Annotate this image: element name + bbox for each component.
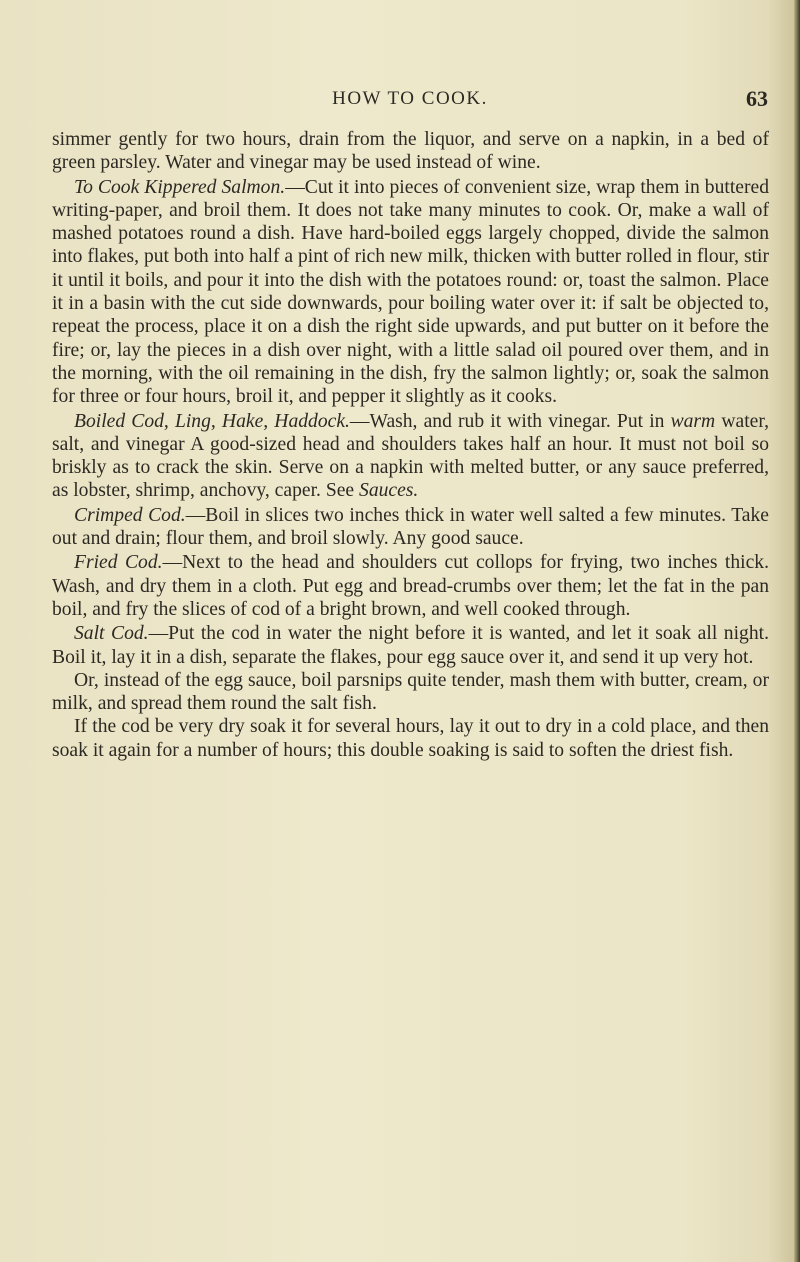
cross-reference: Sauces. — [359, 480, 419, 502]
paragraph-dry-cod — [52, 715, 769, 762]
paragraph-fried-cod — [52, 551, 769, 621]
page-edge-shadow — [794, 0, 800, 1262]
paragraph-continuation — [52, 128, 769, 175]
paragraph-text: —Cut it into pieces of convenient size, wrap them in buttered writing-paper, and broil them. It does not take many minutes to cook. Or, make a wall of mashed potatoes round a dish. Have hard-boiled eggs largely chopped, divide the salmon into flakes, put both into half a pint of rich new milk, thicken with butter rolled in flour, stir it until it boils, and pour it into the dish with the potatoes round: or, toast the salmon. Place it in a basin with the cut side downwards, pour boiling water over it: if salt be objected to, repeat the process, place it on a dish the right side upwards, and put butter on it before the fire; or, lay the pieces in a dish over night, with a little salad oil poured over them, and in the morning, with the oil remaining in the dish, fry the salmon lightly; or, soak the salmon for three or four hours, broil it, and pepper it slightly as it cooks. — [52, 176, 770, 408]
paragraph-crimped-cod — [52, 504, 769, 551]
page-header — [52, 88, 768, 118]
paragraph-text: Or, instead of the egg sauce, boil parsnips quite tender, mash them with butter, cream, or milk, and spread them round the salt fish. — [52, 669, 769, 715]
paragraph-text: —Wash, and rub it with vinegar. Put in — [349, 410, 671, 432]
paragraph-text: —Put the cod in water the night before it is wanted, and let it soak all night. Boil it, lay it in a dish, separate the flakes, pour egg sauce over it, and send it up very hot. — [52, 623, 769, 668]
paragraph-kippered-salmon — [52, 176, 769, 409]
paragraph-text: water, salt, and vinegar A good-sized head and shoulders takes half an hour. It must not boil so briskly as to crack the skin. Serve on a napkin with melted butter, or any sauce preferred, as lobster, shrimp, anchovy, caper. See — [52, 410, 769, 502]
paragraph-salt-cod-alternative — [52, 669, 769, 716]
running-title: HOW TO COOK. — [332, 88, 488, 109]
recipe-heading: Boiled Cod, Ling, Hake, Haddock. — [74, 410, 350, 432]
paragraph-text: If the cod be very dry soak it for several hours, lay it out to dry in a cold place, and then soak it again for a number of hours; this double soaking is said to soften the driest fish. — [52, 716, 769, 761]
page-number: 63 — [746, 86, 768, 111]
recipe-heading: Fried Cod. — [74, 552, 163, 574]
emphasis-text: warm — [670, 410, 716, 432]
paragraph-text: —Boil in slices two inches thick in water well salted a few minutes. Take out and drain; flour them, and broil slowly. Any good sauce. — [52, 504, 770, 550]
recipe-heading: Crimped Cod. — [74, 504, 186, 526]
recipe-heading: Salt Cod. — [74, 623, 149, 645]
page-body — [52, 128, 769, 762]
paragraph-text: simmer gently for two hours, drain from the liquor, and serve on a napkin, in a bed of green parsley. Water and vinegar may be used instead of wine. — [52, 129, 769, 174]
recipe-heading: To Cook Kippered Salmon. — [74, 176, 286, 198]
paragraph-text: —Next to the head and shoulders cut collops for frying, two inches thick. Wash, and dry them in a cloth. Put egg and bread-crumbs over them; let the fat in the pan boil, and fry the slices of cod of a bright brown, and well cooked through. — [52, 552, 769, 620]
paragraph-salt-cod — [52, 622, 769, 669]
paragraph-boiled-cod — [52, 410, 769, 503]
